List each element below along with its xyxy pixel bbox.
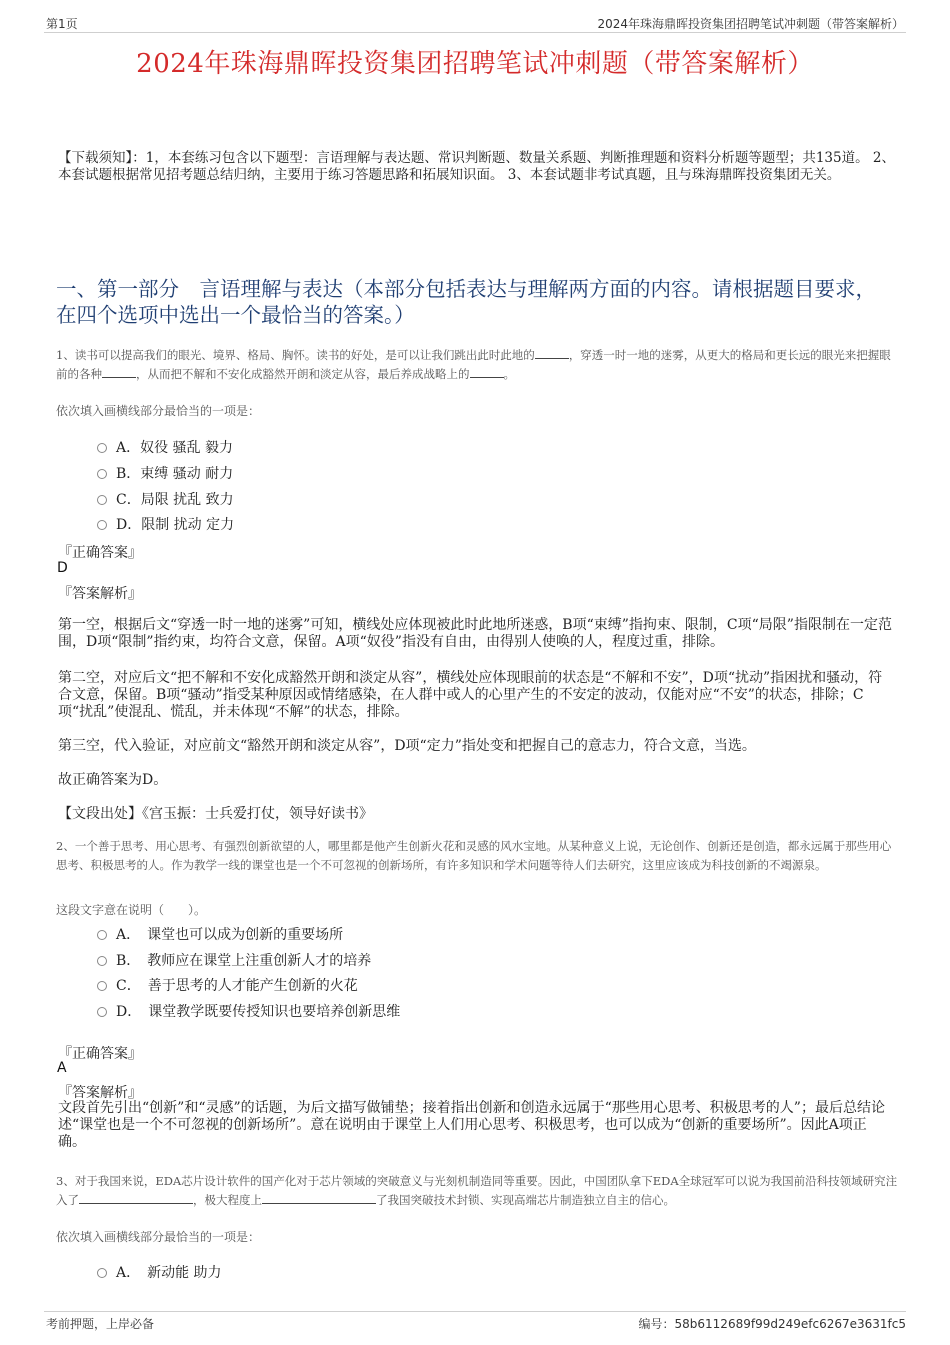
q3-text-part-1: 3、对于我国来说，EDA芯片设计软件的国产化对于芯片领域的突破意义与光刻机制造同等重要。因此，中国团队拿下EDA全球冠军可以说为我国前沿科技领域研究注入了 bbox=[56, 1174, 898, 1207]
q2-option-d[interactable] bbox=[97, 1001, 400, 1021]
q2-answer: A bbox=[57, 1060, 67, 1076]
question-3-text bbox=[56, 1172, 902, 1210]
q1-text-part-2: ，穿透一时一地的迷雾，从更大的格局和更长远的眼光来把握眼前的各种 bbox=[56, 348, 891, 381]
q3-text-part-3: 了我国突破技术封锁、实现高端芯片制造独立自主的信心。 bbox=[376, 1193, 675, 1207]
option-label: C． 善于思考的人才能产生创新的火花 bbox=[116, 978, 358, 994]
page-footer bbox=[44, 1311, 906, 1332]
q3-text-part-2: ，极大程度上 bbox=[193, 1193, 262, 1207]
radio-icon[interactable] bbox=[97, 443, 107, 453]
question-1-text bbox=[56, 346, 902, 384]
q1-text-part-1: 1、读书可以提高我们的眼光、境界、格局、胸怀。读书的好处，是可以让我们跳出此时此地的 bbox=[56, 348, 535, 362]
radio-icon[interactable] bbox=[97, 930, 107, 940]
footer-slogan: 考前押题，上岸必备 bbox=[46, 1317, 155, 1331]
fill-blank bbox=[262, 1203, 376, 1204]
page-header bbox=[44, 14, 906, 33]
fill-blank bbox=[79, 1203, 193, 1204]
option-label: A．奴役 骚乱 毅力 bbox=[116, 440, 234, 456]
q1-option-c[interactable] bbox=[97, 489, 234, 509]
option-label: A． 课堂也可以成为创新的重要场所 bbox=[116, 927, 344, 943]
q1-option-d[interactable] bbox=[97, 514, 234, 534]
radio-icon[interactable] bbox=[97, 1268, 107, 1278]
q1-analysis-para: 故正确答案为D。 bbox=[58, 772, 168, 788]
q1-analysis-para: 第二空，对应后文“把不解和不安化成豁然开朗和淡定从容”，横线处应体现眼前的状态是“不解和不安”，D项“扰动”指困扰和骚动，符合文意，保留。B项“骚动”指受某种原因或情绪感染，在人群中或人的心里产生的不安定的波动，仅能对应“不安”的状态，排除；C项“扰乱”使混乱、慌乱，并未体现“不解”的状态，排除。 bbox=[58, 670, 883, 720]
q3-prompt: 依次填入画横线部分最恰当的一项是： bbox=[56, 1230, 261, 1244]
document-title: 2024年珠海鼎晖投资集团招聘笔试冲刺题（带答案解析） bbox=[136, 49, 814, 79]
radio-icon[interactable] bbox=[97, 981, 107, 991]
option-label: D． 课堂教学既要传授知识也要培养创新思维 bbox=[116, 1004, 401, 1020]
q1-analysis-para: 第三空，代入验证，对应前文“豁然开朗和淡定从容”，D项“定力”指处变和把握自己的意志力，符合文意，当选。 bbox=[58, 738, 756, 754]
q1-text-part-3: ，从而把不解和不安化成豁然开朗和淡定从容，最后养成战略上的 bbox=[136, 367, 470, 381]
option-label: B．束缚 骚动 耐力 bbox=[116, 466, 234, 482]
q2-option-c[interactable] bbox=[97, 975, 358, 995]
section-title: 一、第一部分 言语理解与表达（本部分包括表达与理解两方面的内容。请根据题目要求，在四个选项中选出一个最恰当的答案。） bbox=[56, 277, 876, 327]
q2-option-a[interactable] bbox=[97, 924, 343, 944]
q2-answer-label: 『正确答案』 bbox=[58, 1046, 142, 1062]
radio-icon[interactable] bbox=[97, 520, 107, 530]
question-2-text: 2、一个善于思考、用心思考、有强烈创新欲望的人，哪里都是他产生创新火花和灵感的风水宝地。从某种意义上说，无论创作、创新还是创造，都永远属于那些用心思考、积极思考的人。作为教学一线的课堂也是一个不可忽视的创新场所，有许多知识和学术问题等待人们去研究，这里应该成为科技创新的不竭源泉。 bbox=[56, 839, 892, 872]
q1-analysis-label: 『答案解析』 bbox=[58, 586, 142, 602]
header-doc-title: 2024年珠海鼎晖投资集团招聘笔试冲刺题（带答案解析） bbox=[597, 17, 904, 31]
q2-analysis-label: 『答案解析』 bbox=[58, 1085, 142, 1101]
page-number: 第1页 bbox=[46, 17, 78, 31]
fill-blank bbox=[535, 358, 569, 359]
q1-text-part-4: 。 bbox=[503, 367, 515, 381]
option-label: C．局限 扰乱 致力 bbox=[116, 492, 234, 508]
document-id: 编号：58b6112689f99d249efc6267e3631fc5 bbox=[638, 1317, 906, 1331]
option-label: A． 新动能 助力 bbox=[116, 1265, 222, 1281]
q2-analysis-para: 文段首先引出“创新”和“灵感”的话题，为后文描写做铺垫；接着指出创新和创造永远属于“那些用心思考、积极思考的人”；最后总结论述“课堂也是一个不可忽视的创新场所”。意在说明由于课堂上人们用心思考、积极思考，也可以成为“创新的重要场所”。因此A项正确。 bbox=[58, 1100, 885, 1150]
download-notice: 【下载须知】：1，本套练习包含以下题型：言语理解与表达题、常识判断题、数量关系题、判断推理题和资料分析题等题型；共135道。 2、本套试题根据常见招考题总结归纳，主要用于练习答题思路和拓展知识面。 3、本套试题非考试真题，且与珠海鼎晖投资集团无关。 bbox=[58, 150, 895, 183]
option-label: D．限制 扰动 定力 bbox=[116, 517, 235, 533]
q1-option-b[interactable] bbox=[97, 463, 233, 483]
radio-icon[interactable] bbox=[97, 469, 107, 479]
q2-option-b[interactable] bbox=[97, 950, 371, 970]
option-label: B． 教师应在课堂上注重创新人才的培养 bbox=[116, 953, 372, 969]
fill-blank bbox=[102, 377, 136, 378]
fill-blank bbox=[470, 377, 504, 378]
radio-icon[interactable] bbox=[97, 495, 107, 505]
q3-option-a[interactable] bbox=[97, 1262, 222, 1282]
q1-option-a[interactable] bbox=[97, 437, 233, 457]
q1-answer: D bbox=[57, 560, 68, 576]
q1-analysis-para: 第一空，根据后文“穿透一时一地的迷雾”可知，横线处应体现被此时此地所迷惑，B项“束缚”指拘束、限制，C项“局限”指限制在一定范围，D项“限制”指约束，均符合文意，保留。A项“奴役”指没有自由，由得别人使唤的人，程度过重，排除。 bbox=[58, 617, 892, 650]
radio-icon[interactable] bbox=[97, 1007, 107, 1017]
q2-prompt: 这段文字意在说明（ ）。 bbox=[56, 903, 207, 917]
q1-prompt: 依次填入画横线部分最恰当的一项是： bbox=[56, 404, 261, 418]
radio-icon[interactable] bbox=[97, 956, 107, 966]
q1-answer-label: 『正确答案』 bbox=[58, 545, 142, 561]
q1-source: 【文段出处】《宫玉振：士兵爱打仗，领导好读书》 bbox=[58, 806, 373, 822]
